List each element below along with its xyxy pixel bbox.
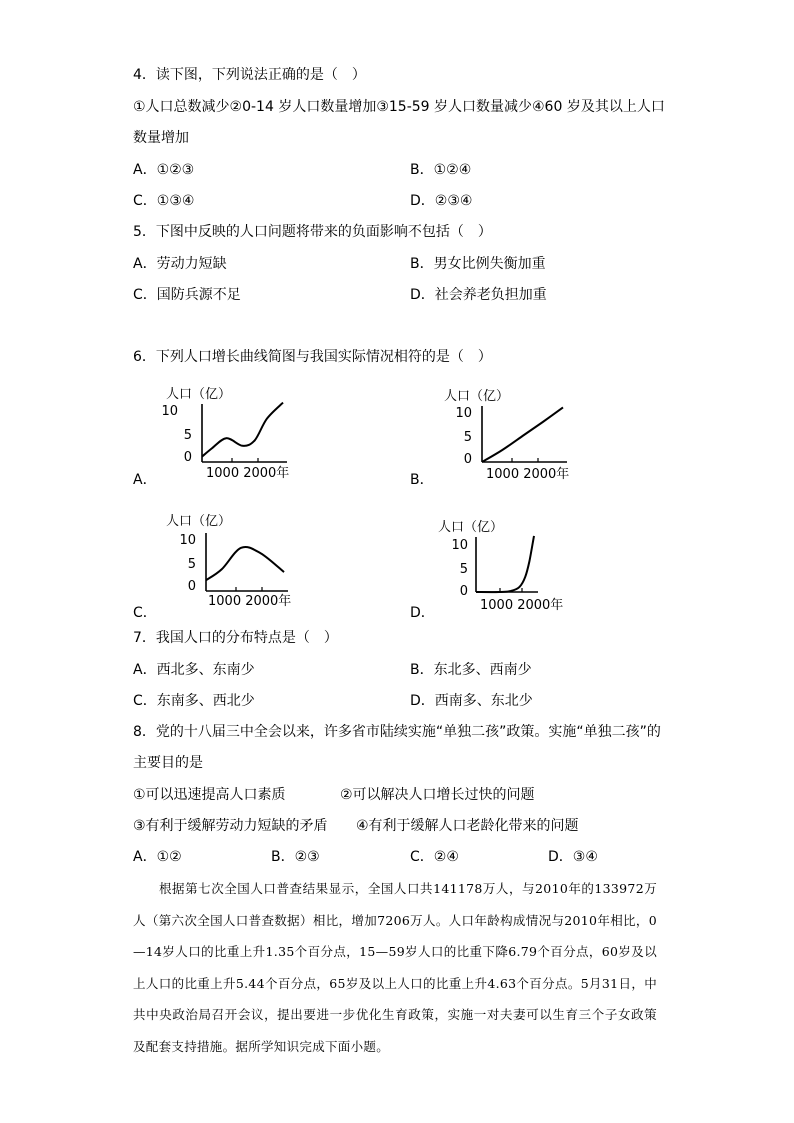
q6-option-b[interactable]: B．: [410, 472, 434, 488]
q8-stem-cont: 主要目的是: [133, 755, 203, 771]
graph-c-ytick-5: 5: [187, 557, 196, 572]
q8-statement-2: ②可以解决人口增长过快的问题: [340, 787, 535, 803]
q8-statement-1: ①可以迅速提高人口素质: [133, 787, 286, 803]
q6-option-d[interactable]: D．: [410, 605, 435, 621]
graph-d-ylabel: 人口（亿）: [438, 520, 504, 535]
graph-c: [160, 507, 300, 616]
q7-option-b[interactable]: B．东北多、西南少: [410, 662, 532, 678]
graph-d-curve: [476, 536, 534, 592]
q8-stem: 8．党的十八届三中全会以来，许多省市陆续实施“单独二孩”政策。实施“单独二孩”的: [133, 724, 661, 740]
q7-option-d[interactable]: D．西南多、东北少: [410, 693, 533, 709]
q7-option-a[interactable]: A．西北多、东南少: [133, 662, 255, 678]
graph-c-ytick-0: 0: [187, 579, 196, 594]
q8-option-d[interactable]: D．③④: [548, 849, 598, 865]
graph-a-ylabel: 人口（亿）: [166, 387, 232, 402]
q4-stem: 4．读下图，下列说法正确的是（ ）: [133, 67, 366, 83]
graph-c-xlabels: 1000 2000年: [208, 594, 292, 609]
q5-option-b[interactable]: B．男女比例失衡加重: [410, 256, 546, 272]
graph-d-svg: [434, 513, 574, 618]
graph-d-ytick-10: 10: [451, 538, 468, 553]
graph-d-ytick-5: 5: [459, 562, 468, 577]
graph-b-curve: [482, 407, 563, 462]
graph-c-ytick-10: 10: [179, 533, 196, 548]
graph-b-svg: [440, 382, 580, 487]
graph-a: [160, 380, 300, 489]
q8-option-c[interactable]: C．②④: [410, 849, 459, 865]
q5-stem: 5．下图中反映的人口问题将带来的负面影响不包括（ ）: [133, 224, 492, 240]
passage-text: 根据第七次全国人口普查结果显示，全国人口共141178万人，与2010年的133972万人（第六次全国人口普查数据）相比，增加7206万人。人口年龄构成情况与2010年相比，0—14岁人口的比重上升1.35个百分点，15—59岁人口的比重下降6.79个百分点，60岁及以上人口的比重上升5.44个百分点，65岁及以上人口的比重上升4.63个百分点。5月31日，中共中央政治局召开会议，提出要进一步优化生育政策，实施一对夫妻可以生育三个子女政策及配套支持措施。据所学知识完成下面小题。: [133, 881, 657, 1054]
graph-d-xlabels: 1000 2000年: [480, 598, 564, 613]
graph-b-ytick-10: 10: [455, 406, 472, 421]
q8-statement-3: ③有利于缓解劳动力短缺的矛盾: [133, 818, 328, 834]
q4-option-a[interactable]: A．①②③: [133, 162, 195, 178]
q5-option-a[interactable]: A．劳动力短缺: [133, 256, 227, 272]
q4-option-c[interactable]: C．①③④: [133, 193, 195, 209]
graph-a-ytick-5: 5: [183, 428, 192, 443]
graph-d: [434, 513, 574, 622]
graph-b-ytick-0: 0: [463, 452, 472, 467]
q8-option-a[interactable]: A．①②: [133, 849, 182, 865]
graph-a-ytick-10: 10: [161, 404, 178, 419]
q4-statements-cont: 数量增加: [133, 130, 189, 146]
graph-b-ytick-5: 5: [463, 430, 472, 445]
graph-a-svg: [160, 380, 300, 485]
graph-a-xlabels: 1000 2000年: [206, 466, 290, 481]
q6-option-c[interactable]: C．: [133, 605, 157, 621]
graph-a-curve: [202, 403, 283, 457]
graph-b: [440, 382, 580, 491]
q6-stem: 6．下列人口增长曲线简图与我国实际情况相符的是（ ）: [133, 349, 492, 365]
q7-option-c[interactable]: C．东南多、西北少: [133, 693, 255, 709]
graph-a-ytick-0: 0: [183, 450, 192, 465]
reading-passage: [133, 873, 657, 1062]
graph-c-curve: [206, 547, 284, 580]
graph-b-xlabels: 1000 2000年: [486, 467, 570, 482]
q5-option-d[interactable]: D．社会养老负担加重: [410, 287, 547, 303]
graph-c-ylabel: 人口（亿）: [166, 514, 232, 529]
graph-c-svg: [160, 507, 300, 612]
graph-d-ytick-0: 0: [459, 584, 468, 599]
q4-option-d[interactable]: D．②③④: [410, 193, 473, 209]
q7-stem: 7．我国人口的分布特点是（ ）: [133, 630, 338, 646]
q4-option-b[interactable]: B．①②④: [410, 162, 472, 178]
q8-statement-4: ④有利于缓解人口老龄化带来的问题: [356, 818, 579, 834]
q4-statements: ①人口总数减少②0-14 岁人口数量增加③15-59 岁人口数量减少④60 岁及其以上人口: [133, 99, 665, 115]
q8-option-b[interactable]: B．②③: [271, 849, 320, 865]
graph-b-ylabel: 人口（亿）: [444, 389, 510, 404]
q5-option-c[interactable]: C．国防兵源不足: [133, 287, 241, 303]
q6-option-a[interactable]: A．: [133, 472, 157, 488]
